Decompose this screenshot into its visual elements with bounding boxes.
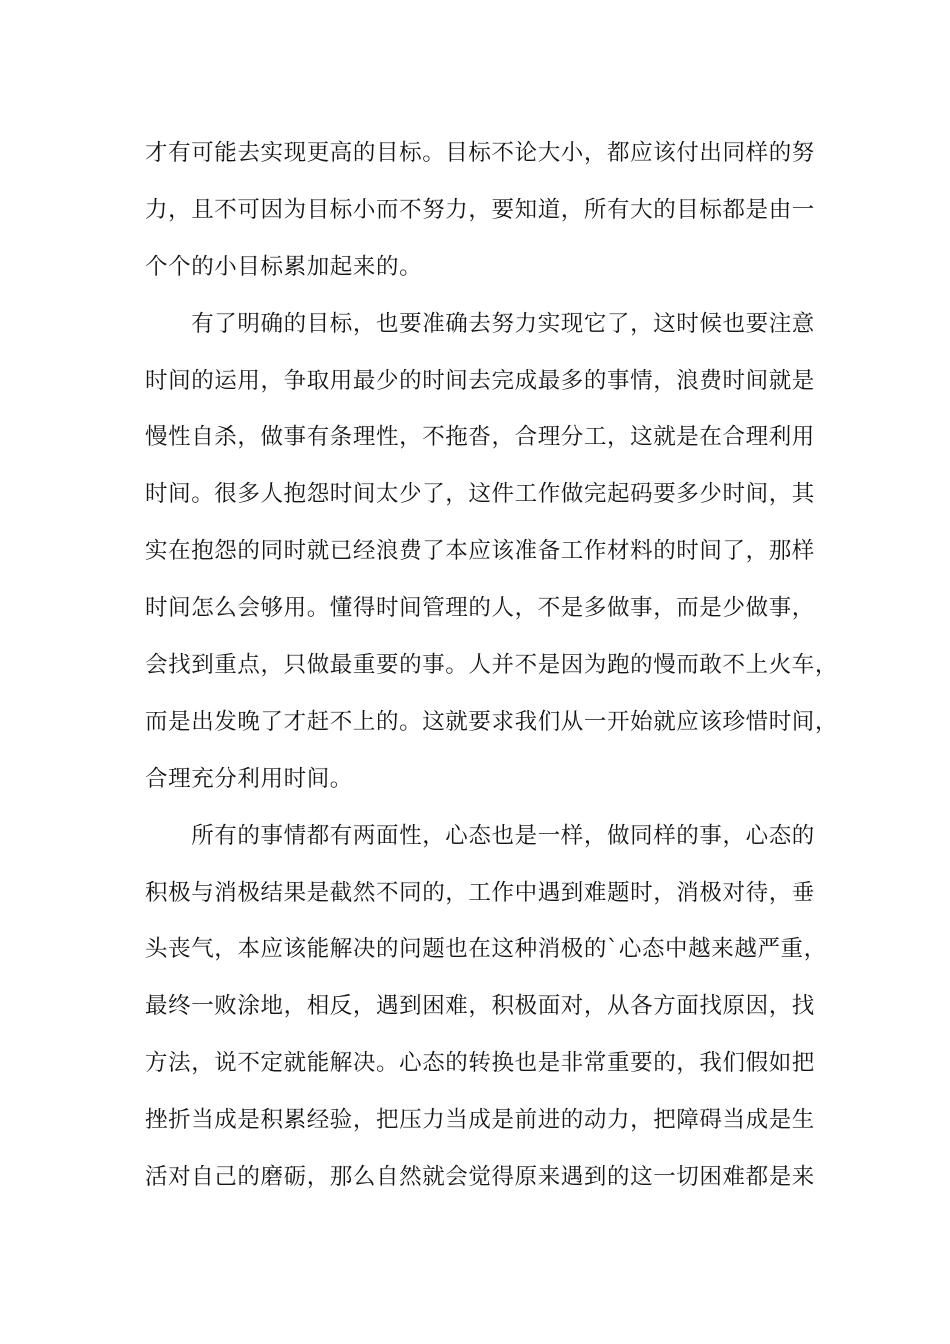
text-line: 力，且不可因为目标小而不努力，要知道，所有大的目标都是由一 <box>145 196 815 223</box>
text-line: 慢性自杀，做事有条理性，不拖沓，合理分工，这就是在合理利用 <box>145 424 815 451</box>
text-line: 实在抱怨的同时就已经浪费了本应该准备工作材料的时间了，那样 <box>145 538 815 565</box>
text-line: 有了明确的目标，也要准确去努力实现它了，这时候也要注意 <box>145 310 815 337</box>
text-line: 时间怎么会够用。懂得时间管理的人，不是多做事，而是少做事， <box>145 595 815 622</box>
text-line: 挫折当成是积累经验，把压力当成是前进的动力，把障碍当成是生 <box>145 1107 815 1134</box>
body-text <box>145 131 839 1212</box>
paragraph-3 <box>145 814 825 1212</box>
text-line: 会找到重点，只做最重要的事。人并不是因为跑的慢而敢不上火车， <box>145 652 839 679</box>
text-line: 时间。很多人抱怨时间太少了，这件工作做完起码要多少时间，其 <box>145 481 815 508</box>
paragraph-1 <box>145 131 825 302</box>
text-line: 而是出发晚了才赶不上的。这就要求我们从一开始就应该珍惜时间， <box>145 708 839 735</box>
text-line: 合理充分利用时间。 <box>145 765 353 792</box>
text-line: 方法，说不定就能解决。心态的转换也是非常重要的，我们假如把 <box>145 1050 815 1077</box>
text-line: 活对自己的磨砺，那么自然就会觉得原来遇到的这一切困难都是来 <box>145 1164 815 1191</box>
paragraph-2 <box>145 302 839 814</box>
text-line: 头丧气，本应该能解决的问题也在这种消极的`心态中越来越严重， <box>145 936 827 963</box>
text-line: 才有可能去实现更高的目标。目标不论大小，都应该付出同样的努 <box>145 140 815 166</box>
text-line: 最终一败涂地，相反，遇到困难，积极面对，从各方面找原因，找 <box>145 993 815 1020</box>
text-line: 时间的运用，争取用最少的时间去完成最多的事情，浪费时间就是 <box>145 367 815 394</box>
text-line: 所有的事情都有两面性，心态也是一样，做同样的事，心态的 <box>145 822 815 849</box>
text-line: 积极与消极结果是截然不同的，工作中遇到难题时，消极对待，垂 <box>145 879 815 906</box>
text-line: 个个的小目标累加起来的。 <box>145 253 423 280</box>
